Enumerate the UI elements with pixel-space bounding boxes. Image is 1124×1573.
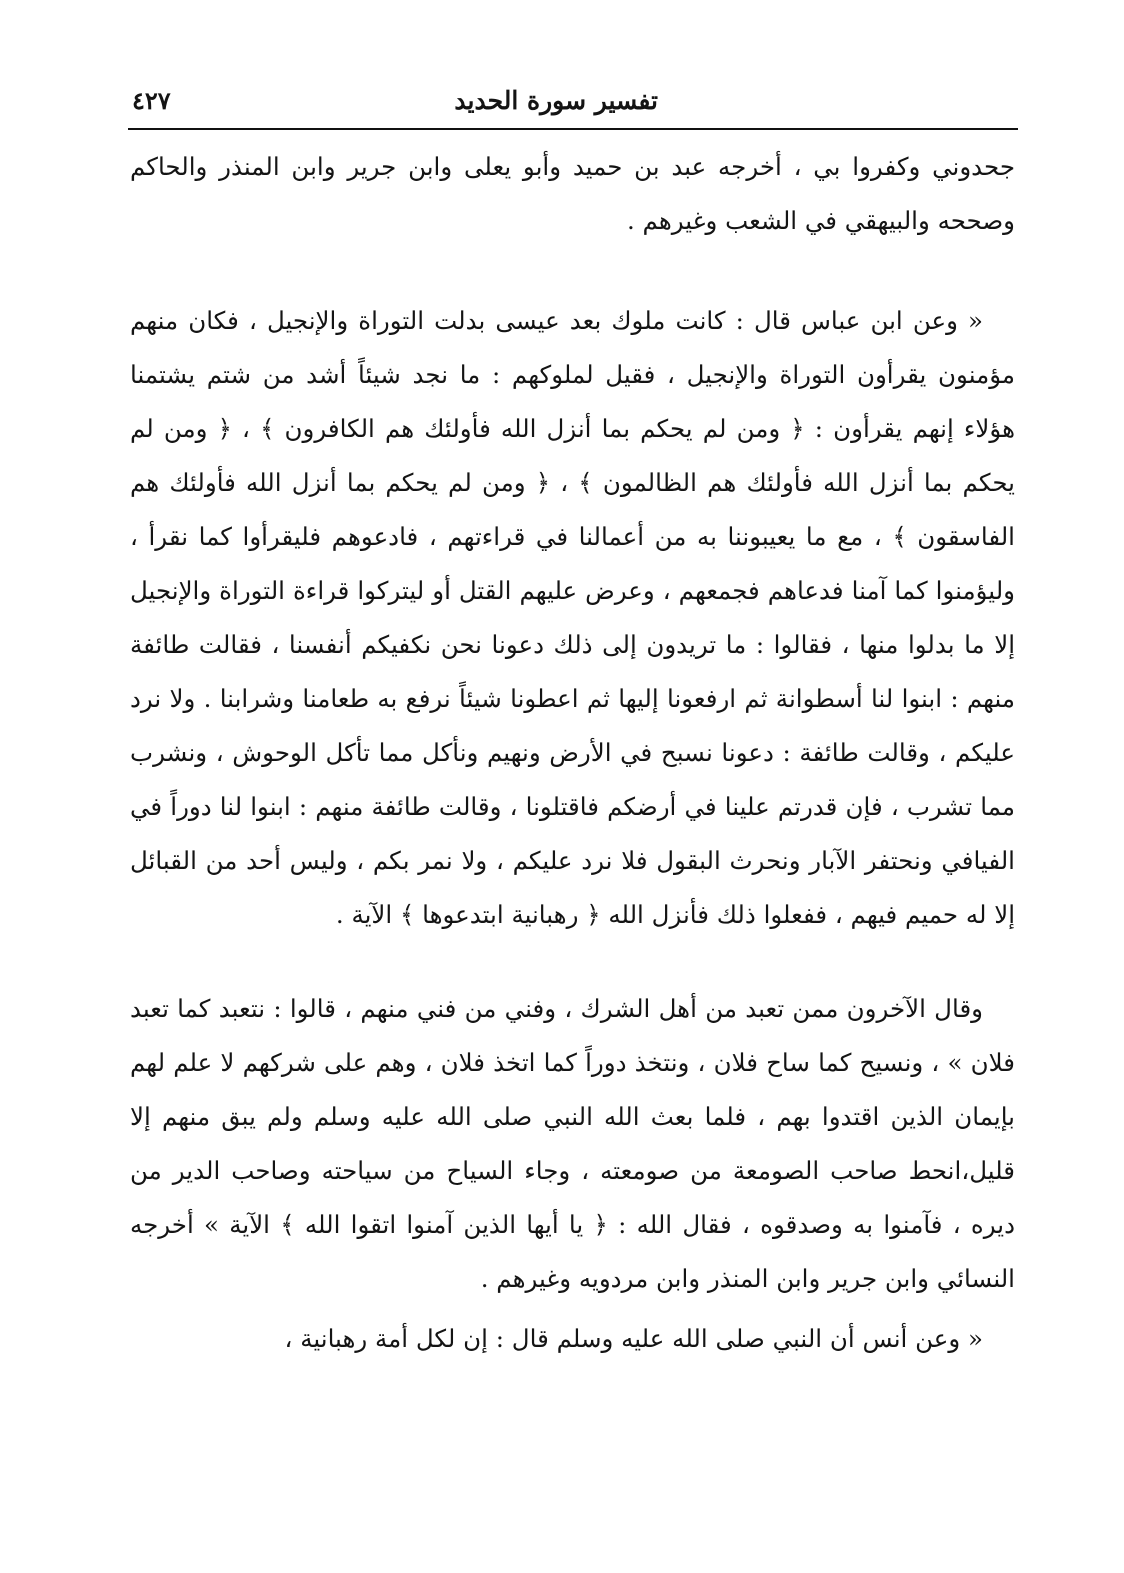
paragraph-gap xyxy=(130,248,1015,294)
paragraph-gap xyxy=(130,942,1015,982)
paragraph-ibn-abbas: « وعن ابن عباس قال : كانت ملوك بعد عيسى بدلت التوراة والإنجيل ، فكان منهم مؤمنون يقرأون التوراة والإنجيل ، فقيل لملوكهم : ما نجد شيئاً أشد من شتم يشتمنا هؤلاء إنهم يقرأون : ﴿ ومن لم يحكم بما أنزل الله فأولئك هم الكافرون ﴾ ، ﴿ ومن لم يحكم بما أنزل الله فأولئك هم الظالمون ﴾ ، ﴿ ومن لم يحكم بما أنزل الله فأولئك هم الفاسقون ﴾ ، مع ما يعيبوننا به من أعمالنا في قراءتهم ، فادعوهم فليقرأوا كما نقرأ ، وليؤمنوا كما آمنا فدعاهم فجمعهم ، وعرض عليهم القتل أو ليتركوا قراءة التوراة والإنجيل إلا ما بدلوا منها ، فقالوا : ما تريدون إلى ذلك دعونا نحن نكفيكم أنفسنا ، فقالت طائفة منهم : ابنوا لنا أسطوانة ثم ارفعونا إليها ثم اعطونا شيئاً نرفع به طعامنا وشرابنا . ولا نرد عليكم ، وقالت طائفة : دعونا نسبح في الأرض ونهيم ونأكل مما تأكل الوحوش ، ونشرب مما تشرب ، فإن قدرتم علينا في أرضكم فاقتلونا ، وقالت طائفة منهم : ابنوا لنا دوراً في الفيافي ونحتفر الآبار ونحرث البقول فلا نرد عليكم ، ولا نمر بكم ، وليس أحد من القبائل إلا له حميم فيهم ، ففعلوا ذلك فأنزل الله ﴿ رهبانية ابتدعوها ﴾ الآية . xyxy=(130,306,1015,929)
paragraph-continuation: جحدوني وكفروا بي ، أخرجه عبد بن حميد وأبو يعلى وابن جرير وابن المنذر والحاكم وصححه والبيهقي في الشعب وغيرهم . xyxy=(130,152,1015,235)
running-title: تفسير سورة الحديد xyxy=(454,86,658,115)
header-divider xyxy=(128,128,1018,130)
page-number: ٤٢٧ xyxy=(132,86,171,115)
paragraph-others: وقال الآخرون ممن تعبد من أهل الشرك ، وفني من فني منهم ، قالوا : نتعبد كما تعبد فلان » ، ونسيح كما ساح فلان ، ونتخذ دوراً كما اتخذ فلان ، وهم على شركهم لا علم لهم بإيمان الذين اقتدوا بهم ، فلما بعث الله النبي صلى الله عليه وسلم ولم يبق منهم إلا قليل،انحط صاحب الصومعة من صومعته ، وجاء السياح من سياحته وصاحب الدير من ديره ، فآمنوا به وصدقوه ، فقال الله : ﴿ يا أيها الذين آمنوا اتقوا الله ﴾ الآية » أخرجه النسائي وابن جرير وابن المنذر وابن مردويه وغيرهم . xyxy=(130,994,1015,1293)
page-header xyxy=(128,82,1018,126)
page-body xyxy=(130,140,1015,1366)
paragraph-anas: « وعن أنس أن النبي صلى الله عليه وسلم قال : إن لكل أمة رهبانية ، xyxy=(284,1324,983,1353)
